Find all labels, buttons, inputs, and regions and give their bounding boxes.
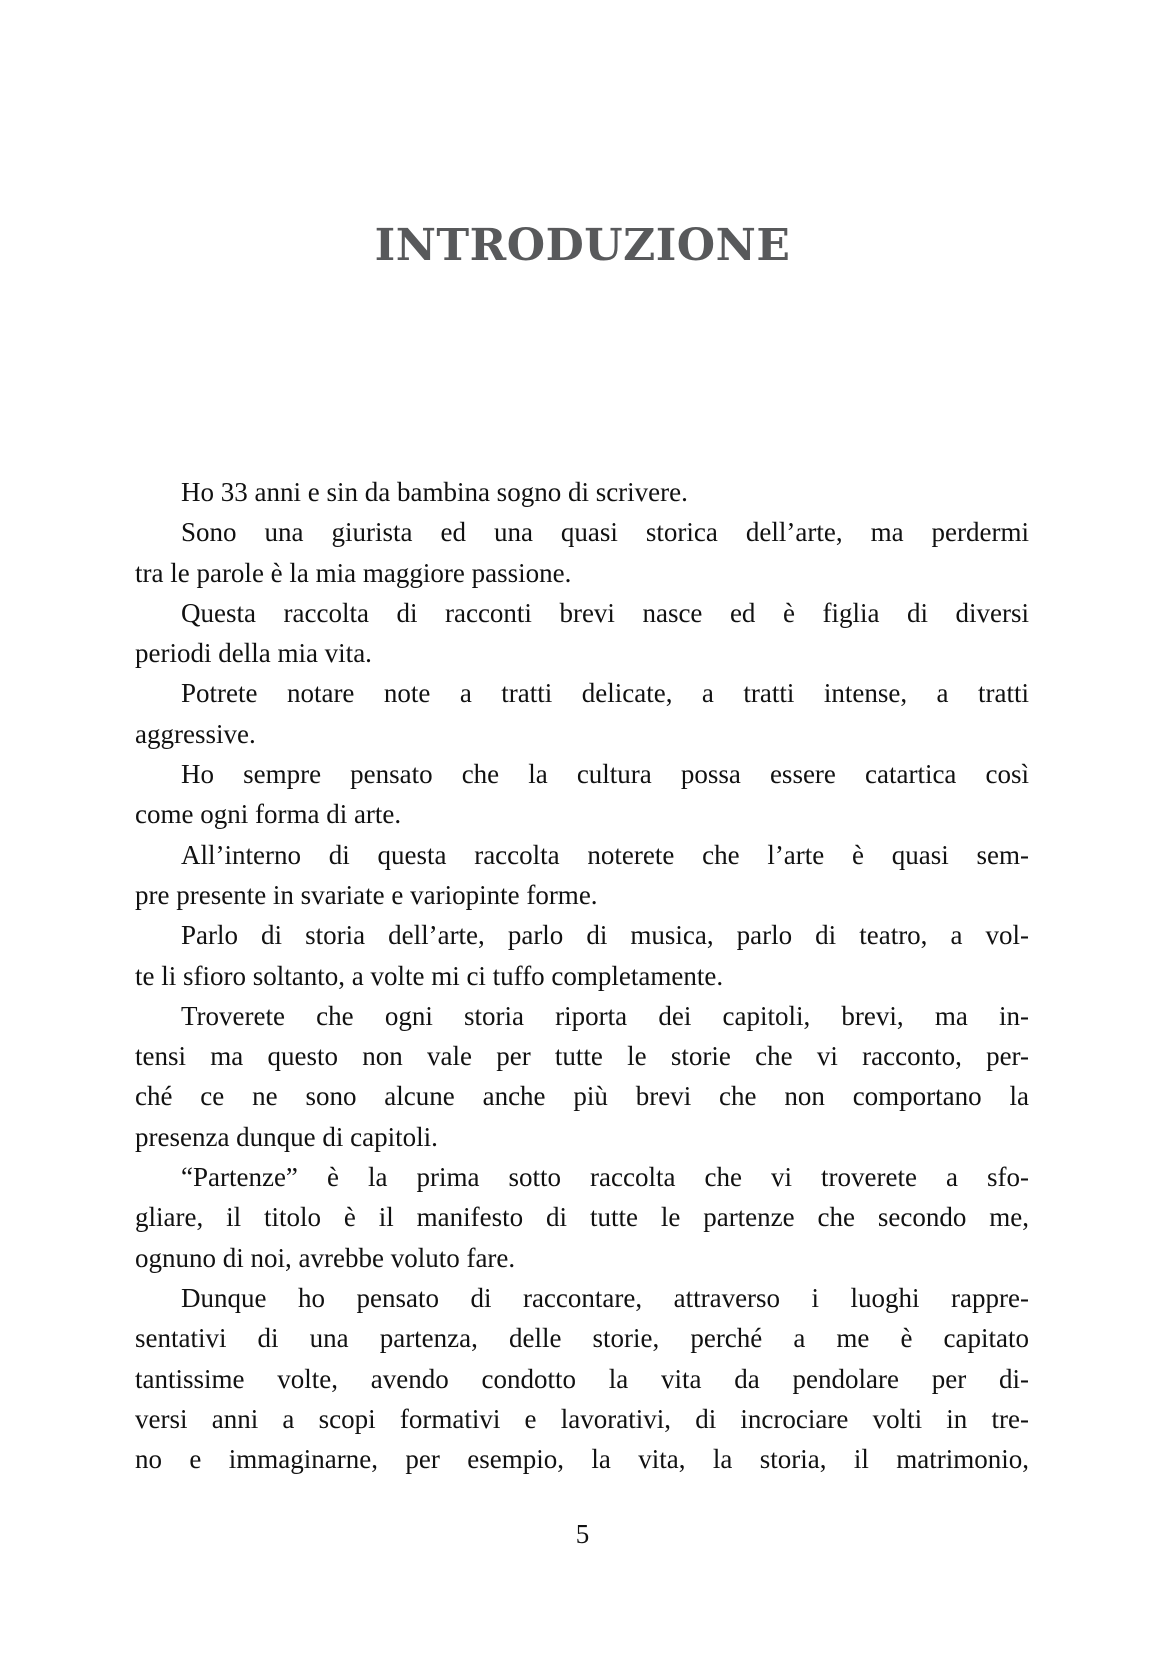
text-line: Parlo di storia dell’arte, parlo di musica, parlo di teatro, a vol-	[181, 920, 1029, 951]
paragraph	[135, 593, 1029, 674]
text-line: versi anni a scopi formativi e lavorativi, di incrociare volti in tre-	[135, 1403, 1029, 1434]
text-line: Ho 33 anni e sin da bambina sogno di scrivere.	[181, 477, 688, 507]
text-line: All’interno di questa raccolta noterete che l’arte è quasi sem-	[181, 839, 1029, 870]
paragraph	[135, 1278, 1029, 1479]
paragraph	[135, 835, 1029, 916]
text-line: Sono una giurista ed una quasi storica dell’arte, ma perdermi	[181, 517, 1029, 548]
text-line: come ogni forma di arte.	[135, 799, 402, 830]
paragraph	[135, 673, 1029, 754]
body-text	[135, 472, 1029, 1479]
text-line: “Partenze” è la prima sotto raccolta che vi troverete a sfo-	[181, 1162, 1029, 1193]
text-line: ognuno di noi, avrebbe voluto fare.	[135, 1242, 516, 1273]
text-line: periodi della mia vita.	[135, 638, 372, 669]
text-line: aggressive.	[135, 718, 256, 749]
text-line: tra le parole è la mia maggiore passione.	[135, 557, 572, 588]
paragraph	[135, 754, 1029, 835]
text-line: tensi ma questo non vale per tutte le storie che vi racconto, per-	[135, 1041, 1029, 1072]
text-line: no e immaginarne, per esempio, la vita, la storia, il matrimonio,	[135, 1444, 1029, 1475]
text-line: sentativi di una partenza, delle storie, perché a me è capitato	[135, 1323, 1029, 1354]
text-line: pre presente in svariate e variopinte forme.	[135, 879, 598, 910]
page-number: 5	[575, 1519, 590, 1549]
text-line: te li sfioro soltanto, a volte mi ci tuffo completamente.	[135, 960, 724, 991]
text-line: Questa raccolta di racconti brevi nasce ed è figlia di diversi	[181, 597, 1029, 628]
text-line: Potrete notare note a tratti delicate, a tratti intense, a tratti	[181, 678, 1029, 709]
text-line: Ho sempre pensato che la cultura possa essere catartica così	[181, 759, 1029, 790]
paragraph	[135, 472, 1029, 512]
paragraph	[135, 915, 1029, 996]
text-line: Troverete che ogni storia riporta dei capitoli, brevi, ma in-	[181, 1000, 1029, 1031]
paragraph	[135, 996, 1029, 1157]
text-line: Dunque ho pensato di raccontare, attraverso i luoghi rappre-	[181, 1282, 1029, 1313]
text-line: presenza dunque di capitoli.	[135, 1121, 438, 1152]
chapter-title: INTRODUZIONE	[374, 220, 791, 271]
paragraph	[135, 512, 1029, 593]
paragraph	[135, 1157, 1029, 1278]
text-line: ché ce ne sono alcune anche più brevi che non comportano la	[135, 1081, 1029, 1112]
text-line: tantissime volte, avendo condotto la vita da pendolare per di-	[135, 1363, 1029, 1394]
text-line: gliare, il titolo è il manifesto di tutte le partenze che secondo me,	[135, 1202, 1029, 1233]
